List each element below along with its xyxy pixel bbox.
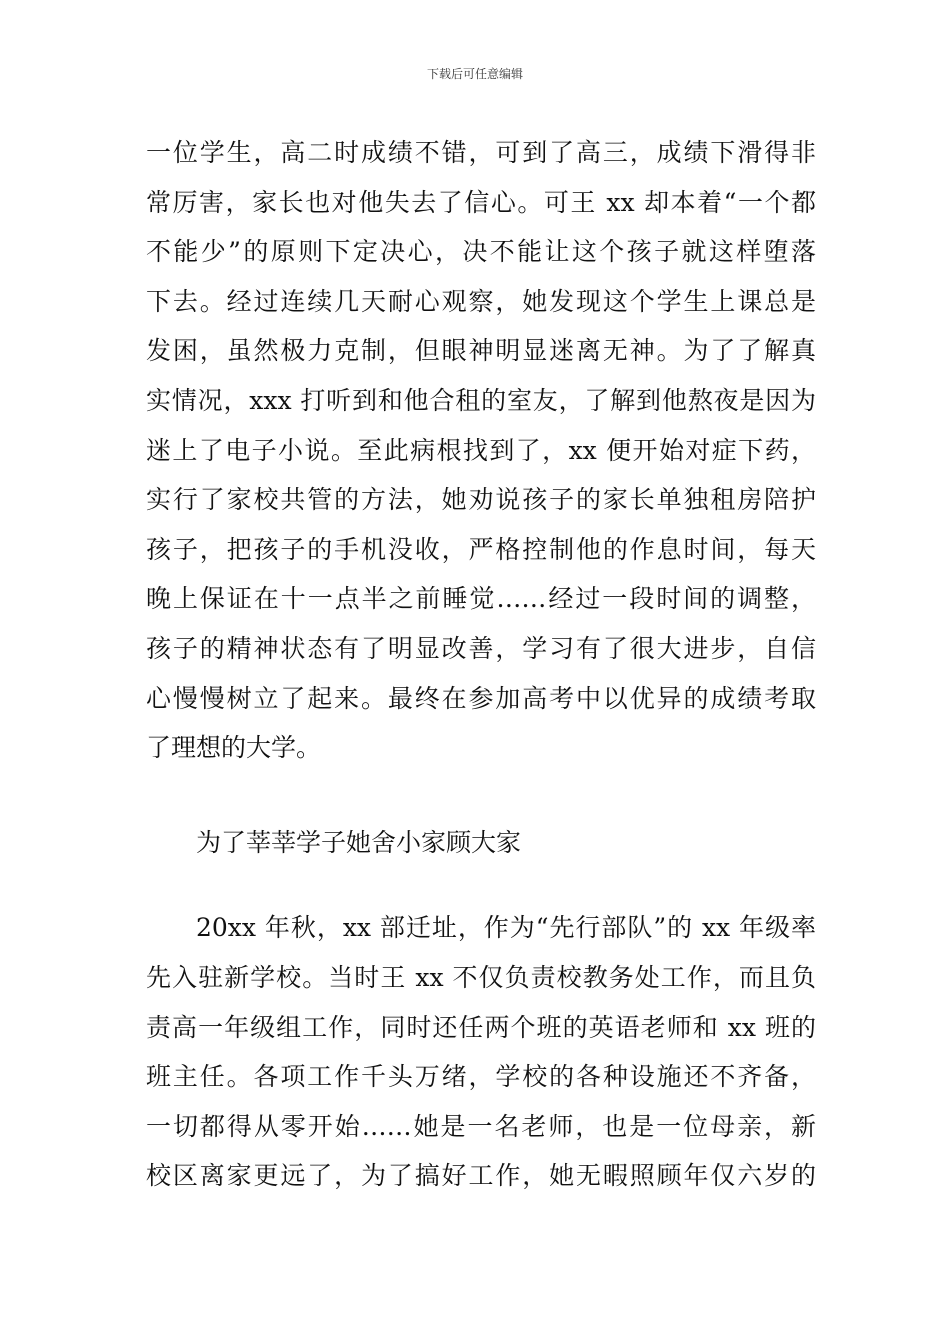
- paragraph-line: 班主任。各项工作千头万绪，学校的各种设施还不齐备，: [146, 1062, 816, 1092]
- paragraph-1: [146, 128, 816, 773]
- paragraph-line: 实行了家校共管的方法，她劝说孩子的家长单独租房陪护: [146, 485, 816, 515]
- paragraph-line: 一切都得从零开始……她是一名老师，也是一位母亲，新: [146, 1111, 816, 1141]
- paragraph-line: 心慢慢树立了起来。最终在参加高考中以优异的成绩考取: [146, 683, 816, 713]
- paragraph-line: 常厉害，家长也对他失去了信心。可王 xx 却本着“一个都: [146, 187, 816, 217]
- document-body: [146, 128, 816, 1201]
- section-heading: 为了莘莘学子她舍小家顾大家: [196, 827, 522, 857]
- paragraph-line: 一位学生，高二时成绩不错，可到了高三，成绩下滑得非: [146, 138, 816, 167]
- paragraph-line: 孩子的精神状态有了明显改善，学习有了很大进步，自信: [146, 633, 816, 663]
- paragraph-line: 迷上了电子小说。至此病根找到了，xx 便开始对症下药，: [146, 435, 816, 465]
- spacer: [146, 773, 816, 818]
- page-header: 下载后可任意编辑: [426, 67, 523, 81]
- paragraph-line: 先入驻新学校。当时王 xx 不仅负责校教务处工作，而且负: [146, 962, 816, 992]
- paragraph-line: 晚上保证在十一点半之前睡觉……经过一段时间的调整，: [146, 584, 816, 614]
- paragraph-2: [146, 903, 816, 1201]
- paragraph-line: 责高一年级组工作，同时还任两个班的英语老师和 xx 班的: [146, 1012, 816, 1042]
- paragraph-line: 了理想的大学。: [146, 733, 322, 763]
- paragraph-line: 发困，虽然极力克制，但眼神明显迷离无神。为了了解真: [146, 336, 816, 366]
- spacer: [146, 867, 816, 903]
- paragraph-line: 孩子，把孩子的手机没收，严格控制他的作息时间，每天: [146, 534, 816, 564]
- paragraph-line: 下去。经过连续几天耐心观察，她发现这个学生上课总是: [146, 286, 816, 316]
- paragraph-line: 实情况，xxx 打听到和他合租的室友，了解到他熬夜是因为: [146, 385, 816, 415]
- paragraph-line: 校区离家更远了，为了搞好工作，她无暇照顾年仅六岁的: [146, 1161, 816, 1191]
- paragraph-line: 20xx 年秋，xx 部迁址，作为“先行部队”的 xx 年级率: [196, 913, 816, 943]
- paragraph-line: 不能少”的原则下定决心，决不能让这个孩子就这样堕落: [146, 237, 816, 267]
